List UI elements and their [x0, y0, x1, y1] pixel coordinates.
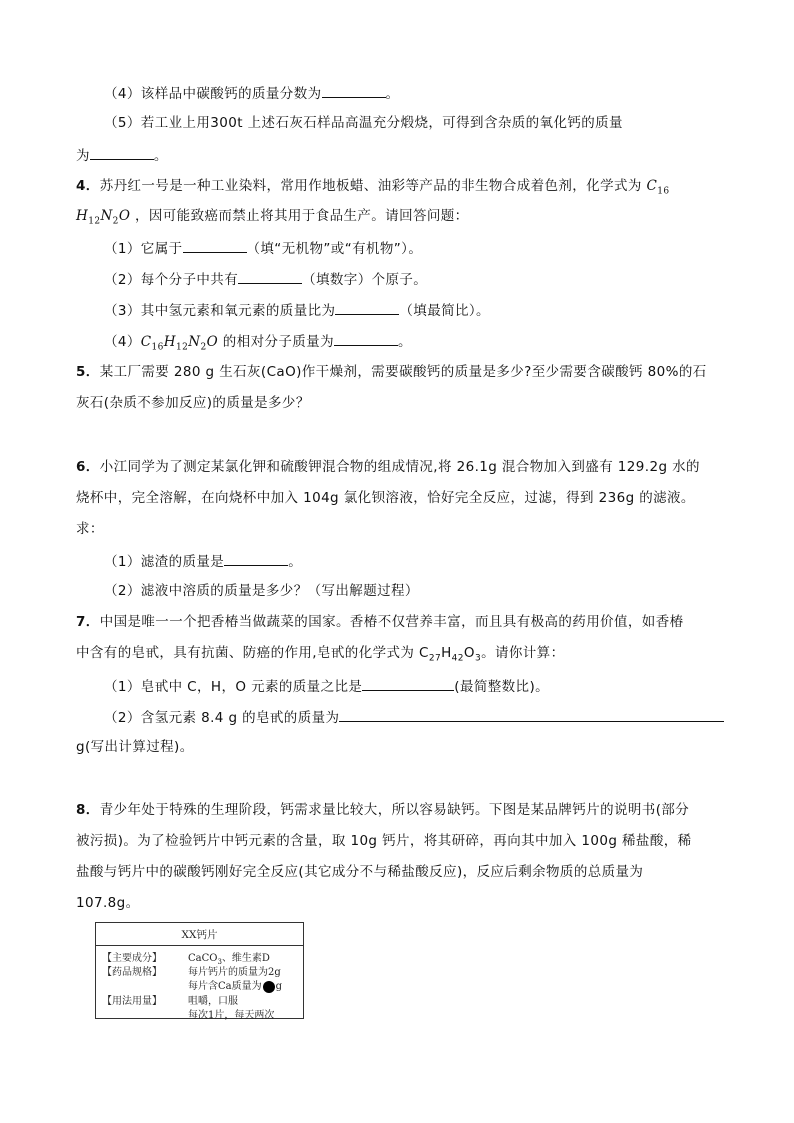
q8-stem-line2: 被污损)。为了检验钙片中钙元素的含量，取 10g 钙片，将其研碎，再向其中加入 100g 稀盐酸，稀 — [76, 833, 692, 849]
q5-stem-line1: 5．某工厂需要 280 g 生石灰(CaO)作干燥剂，需要碳酸钙的质量是多少?至少需要含碳酸钙 80%的石 — [76, 364, 707, 380]
q8-stem-line3: 盐酸与钙片中的碳酸钙刚好完全反应(其它成分不与稀盐酸反应)，反应后剩余物质的总质量为 — [76, 864, 644, 880]
q6-part1: （1）滤渣的质量是 。 — [104, 551, 302, 571]
q5-stem-line2: 灰石(杂质不参加反应)的质量是多少？ — [76, 395, 310, 411]
label-key-spec: 【药品规格】 — [102, 967, 162, 978]
label-title: XX钙片 — [181, 929, 218, 941]
q7-part1: （1）皂甙中 C，H，O 元素的质量之比是 (最简整数比)。 — [104, 676, 549, 696]
label-divider — [96, 945, 303, 946]
q6-stem-line2: 烧杯中，完全溶解，在向烧杯中加入 104g 氯化钡溶液，恰好完全反应，过滤，得到 236g 的滤液。 — [76, 490, 695, 506]
answer-blank[interactable] — [334, 331, 398, 346]
question-number: 8． — [76, 802, 100, 818]
answer-blank[interactable] — [90, 145, 154, 160]
q8-stem-line4: 107.8g。 — [76, 895, 140, 911]
answer-blank[interactable] — [322, 83, 386, 98]
chemical-formula: $C_{16}H_{12}N_2O$ — [140, 334, 219, 353]
calcium-tablet-label — [95, 922, 304, 1019]
q7-part2: （2）含氢元素 8.4 g 的皂甙的质量为 — [104, 707, 724, 727]
question-number: 6． — [76, 459, 100, 475]
q3-part5-cont: 为 。 — [76, 145, 168, 165]
q4-part4: $(4)C_{16}H_{12}N_2O$ 的相对分子质量为 。 — [104, 331, 412, 357]
q7-stem-line1: 7．中国是唯一一个把香椿当做蔬菜的国家。香椿不仅营养丰富，而且具有极高的药用价值，如香椿 — [76, 614, 684, 630]
answer-blank[interactable] — [183, 238, 247, 253]
q7-stem-line2: 中含有的皂甙，具有抗菌、防癌的作用,皂甙的化学式为 $C_{27}H_{42}O_3$。请你计算： — [76, 645, 565, 664]
q3-part4: （4）该样品中碳酸钙的质量分数为 。 — [104, 83, 399, 103]
question-number: 5． — [76, 364, 100, 380]
ink-stain-icon — [263, 981, 275, 993]
answer-blank[interactable] — [362, 676, 454, 691]
q8-stem-line1: 8．青少年处于特殊的生理阶段，钙需求量比较大，所以容易缺钙。下图是某品牌钙片的说明书(部分 — [76, 802, 690, 818]
label-key-usage: 【用法用量】 — [102, 996, 162, 1007]
answer-blank[interactable] — [224, 551, 288, 566]
q4-stem-line1: 4．苏丹红一号是一种工业染料，常用作地板蜡、油彩等产品的非生物合成着色剂，化学式为 $C_{16}$ — [76, 178, 670, 197]
chemical-formula-cont: $H_{12}N_2O$ — [76, 208, 131, 227]
answer-blank[interactable] — [339, 707, 724, 722]
answer-blank[interactable] — [238, 269, 302, 284]
q7-part2-cont: g(写出计算过程)。 — [76, 739, 194, 755]
q6-part2: （2）滤液中溶质的质量是多少？（写出解题过程） — [104, 583, 419, 599]
label-value-ingredients: CaCO$_3$、维生素D — [188, 953, 270, 966]
question-number: 4． — [76, 178, 100, 194]
q6-stem-line3: 求： — [76, 521, 104, 537]
label-value-ca-mass: 每片含Ca质量为 g — [188, 981, 283, 992]
label-value-tablet-mass: 每片钙片的质量为2g — [188, 967, 281, 978]
label-key-ingredients: 【主要成分】 — [102, 953, 162, 964]
answer-blank[interactable] — [335, 300, 399, 315]
q4-part2: （2）每个分子中共有 （填数字）个原子。 — [104, 269, 427, 289]
chemical-formula: $C_{16}$ — [646, 178, 670, 197]
q4-stem-line2: $H_{12}N_2O$ ，因可能致癌而禁止将其用于食品生产。请回答问题： — [76, 208, 469, 227]
label-value-usage: 咀嚼，口服 — [188, 996, 238, 1007]
label-value-dosage: 每次1片，每天两次 — [188, 1010, 275, 1021]
q3-part5: （5）若工业上用300t 上述石灰石样品高温充分煅烧，可得到含杂质的氧化钙的质量 — [104, 115, 623, 131]
q4-part3: （3）其中氢元素和氧元素的质量比为 （填最简比）。 — [104, 300, 490, 320]
q4-part1: （1）它属于 （填“无机物”或“有机物”）。 — [104, 238, 422, 258]
question-number: 7． — [76, 614, 100, 630]
q6-stem-line1: 6．小江同学为了测定某氯化钾和硫酸钾混合物的组成情况,将 26.1g 混合物加入到盛有 129.2g 水的 — [76, 459, 700, 475]
